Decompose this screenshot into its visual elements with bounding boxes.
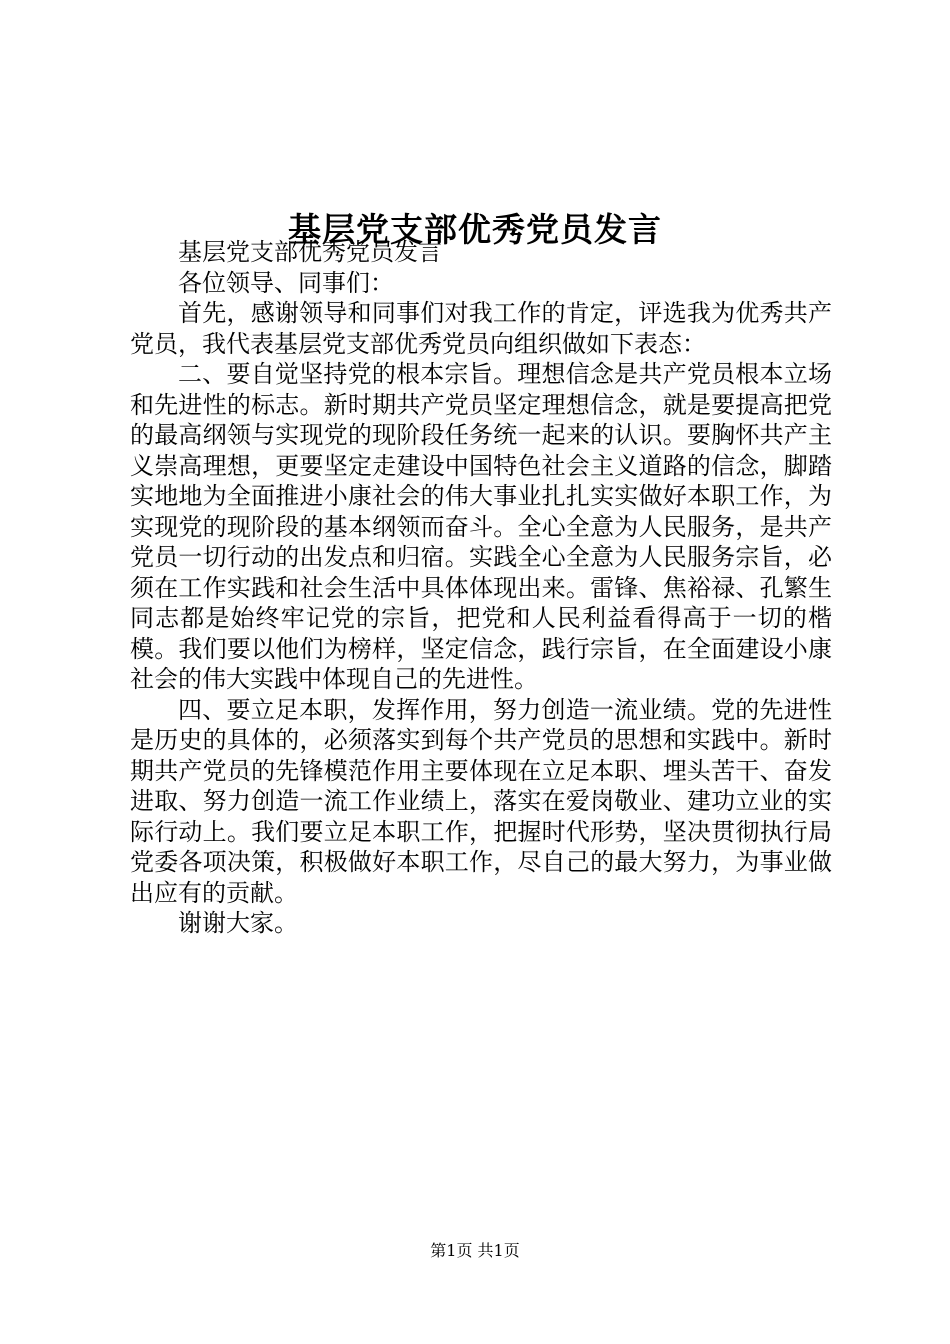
paragraph-closing: 谢谢大家。	[178, 909, 298, 937]
paragraph-intro: 首先，感谢领导和同事们对我工作的肯定，评选我为优秀共产党员，我代表基层党支部优秀党员向组织做如下表态：	[130, 299, 832, 358]
paragraph-salutation: 各位领导、同事们：	[178, 268, 394, 297]
document-title: 基层党支部优秀党员发言	[288, 210, 662, 250]
paragraph-point-four: 四、要立足本职，发挥作用，努力创造一流业绩。党的先进性是历史的具体的，必须落实到每个共产党员的思想和实践中。新时期共产党员的先锋模范作用主要体现在立足本职、埋头苦干、奋发进取、努力创造一流工作业绩上，落实在爱岗敬业、建功立业的实际行动上。我们要立足本职工作，把握时代形势，坚决贯彻执行局党委各项决策，积极做好本职工作，尽自己的最大努力，为事业做出应有的贡献。	[130, 695, 832, 907]
paragraph-point-two: 二、要自觉坚持党的根本宗旨。理想信念是共产党员根本立场和先进性的标志。新时期共产党员坚定理想信念，就是要提高把党的最高纲领与实现党的现阶段任务统一起来的认识。要胸怀共产主义崇高理想，更要坚定走建设中国特色社会主义道路的信念，脚踏实地地为全面推进小康社会的伟大事业扎扎实实做好本职工作，为实现党的现阶段的基本纲领而奋斗。全心全意为人民服务，是共产党员一切行动的出发点和归宿。实践全心全意为人民服务宗旨，必须在工作实践和社会生活中具体体现出来。雷锋、焦裕禄、孔繁生同志都是始终牢记党的宗旨，把党和人民利益看得高于一切的楷模。我们要以他们为榜样，坚定信念，践行宗旨，在全面建设小康社会的伟大实践中体现自己的先进性。	[130, 360, 832, 693]
page-footer: 第1页 共1页	[430, 1241, 520, 1260]
document-body	[130, 237, 832, 939]
paragraph-subtitle: 基层党支部优秀党员发言	[178, 238, 442, 266]
